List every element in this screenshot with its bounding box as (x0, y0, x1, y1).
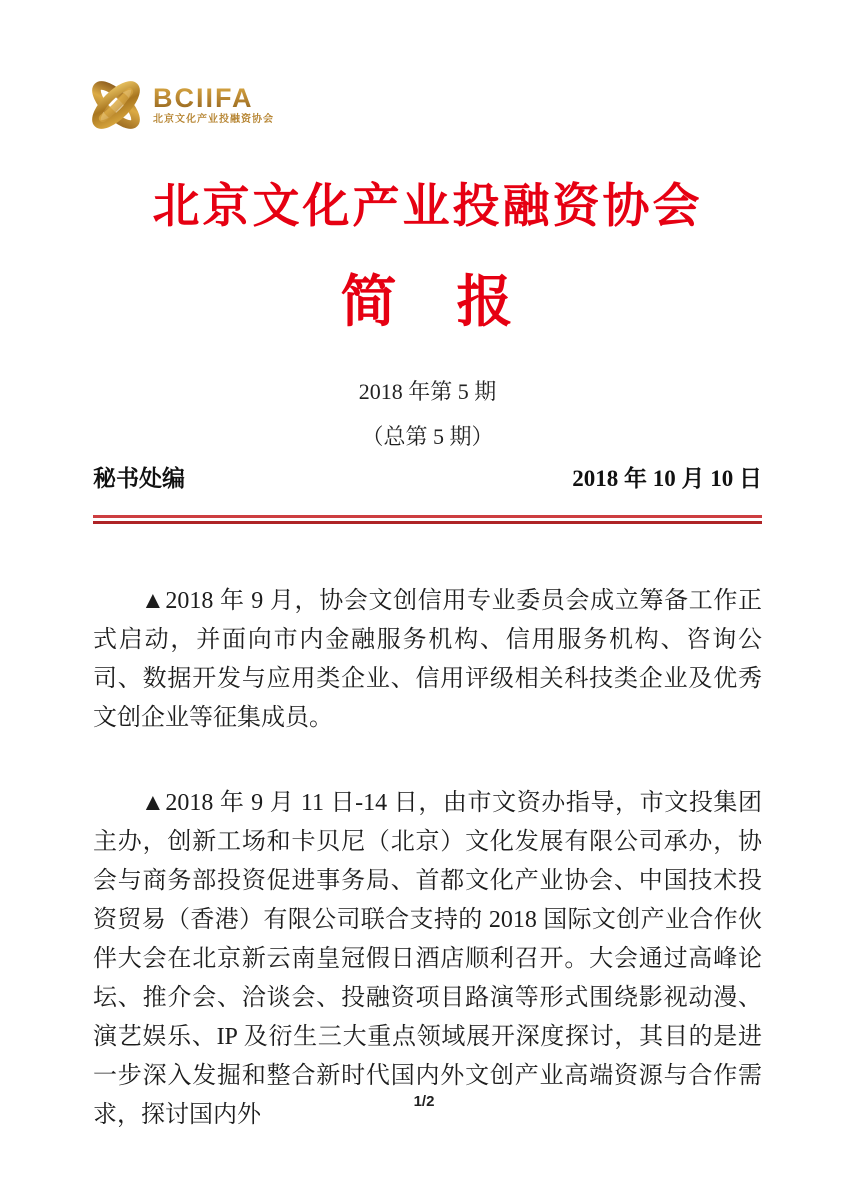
logo-knot-icon (83, 72, 149, 138)
paragraph: ▲2018 年 9 月 11 日-14 日，由市文资办指导，市文投集团主办，创新工场和卡贝尼（北京）文化发展有限公司承办，协会与商务部投资促进事务局、首都文化产业协会、中国技术投资贸易（香港）有限公司联合支持的 2018 国际文创产业合作伙伴大会在北京新云南皇冠假日酒店顺利召开。大会通过高峰论坛、推介会、洽谈会、投融资项目路演等形式围绕影视动漫、演艺娱乐、IP 及衍生三大重点领域展开深度探讨，其目的是进一步深入发掘和整合新时代国内外文创产业高端资源与合作需求，探讨国内外 (93, 790, 762, 1128)
issue-line: 2018 年第 5 期 (358, 379, 497, 404)
page-number: 1/2 (413, 1093, 435, 1110)
header-divider (93, 515, 762, 524)
editor-label: 秘书处编 (93, 466, 185, 491)
total-issue-line: （总第 5 期） (361, 424, 494, 449)
logo-text (153, 84, 274, 126)
document-body (93, 582, 762, 1135)
page-title: 北京文化产业投融资协会 (152, 181, 703, 233)
date-label: 2018 年 10 月 10 日 (572, 466, 762, 491)
logo-subtitle: 北京文化产业投融资协会 (153, 114, 274, 125)
logo-acronym: BCIIFA (153, 84, 274, 112)
meta-row (93, 466, 762, 492)
logo (83, 72, 762, 138)
page-subtitle: 简 报 (340, 272, 515, 334)
paragraph: ▲2018 年 9 月，协会文创信用专业委员会成立筹备工作正式启动，并面向市内金融服务机构、信用服务机构、咨询公司、数据开发与应用类企业、信用评级相关科技类企业及优秀文创企业等征集成员。 (93, 588, 762, 731)
